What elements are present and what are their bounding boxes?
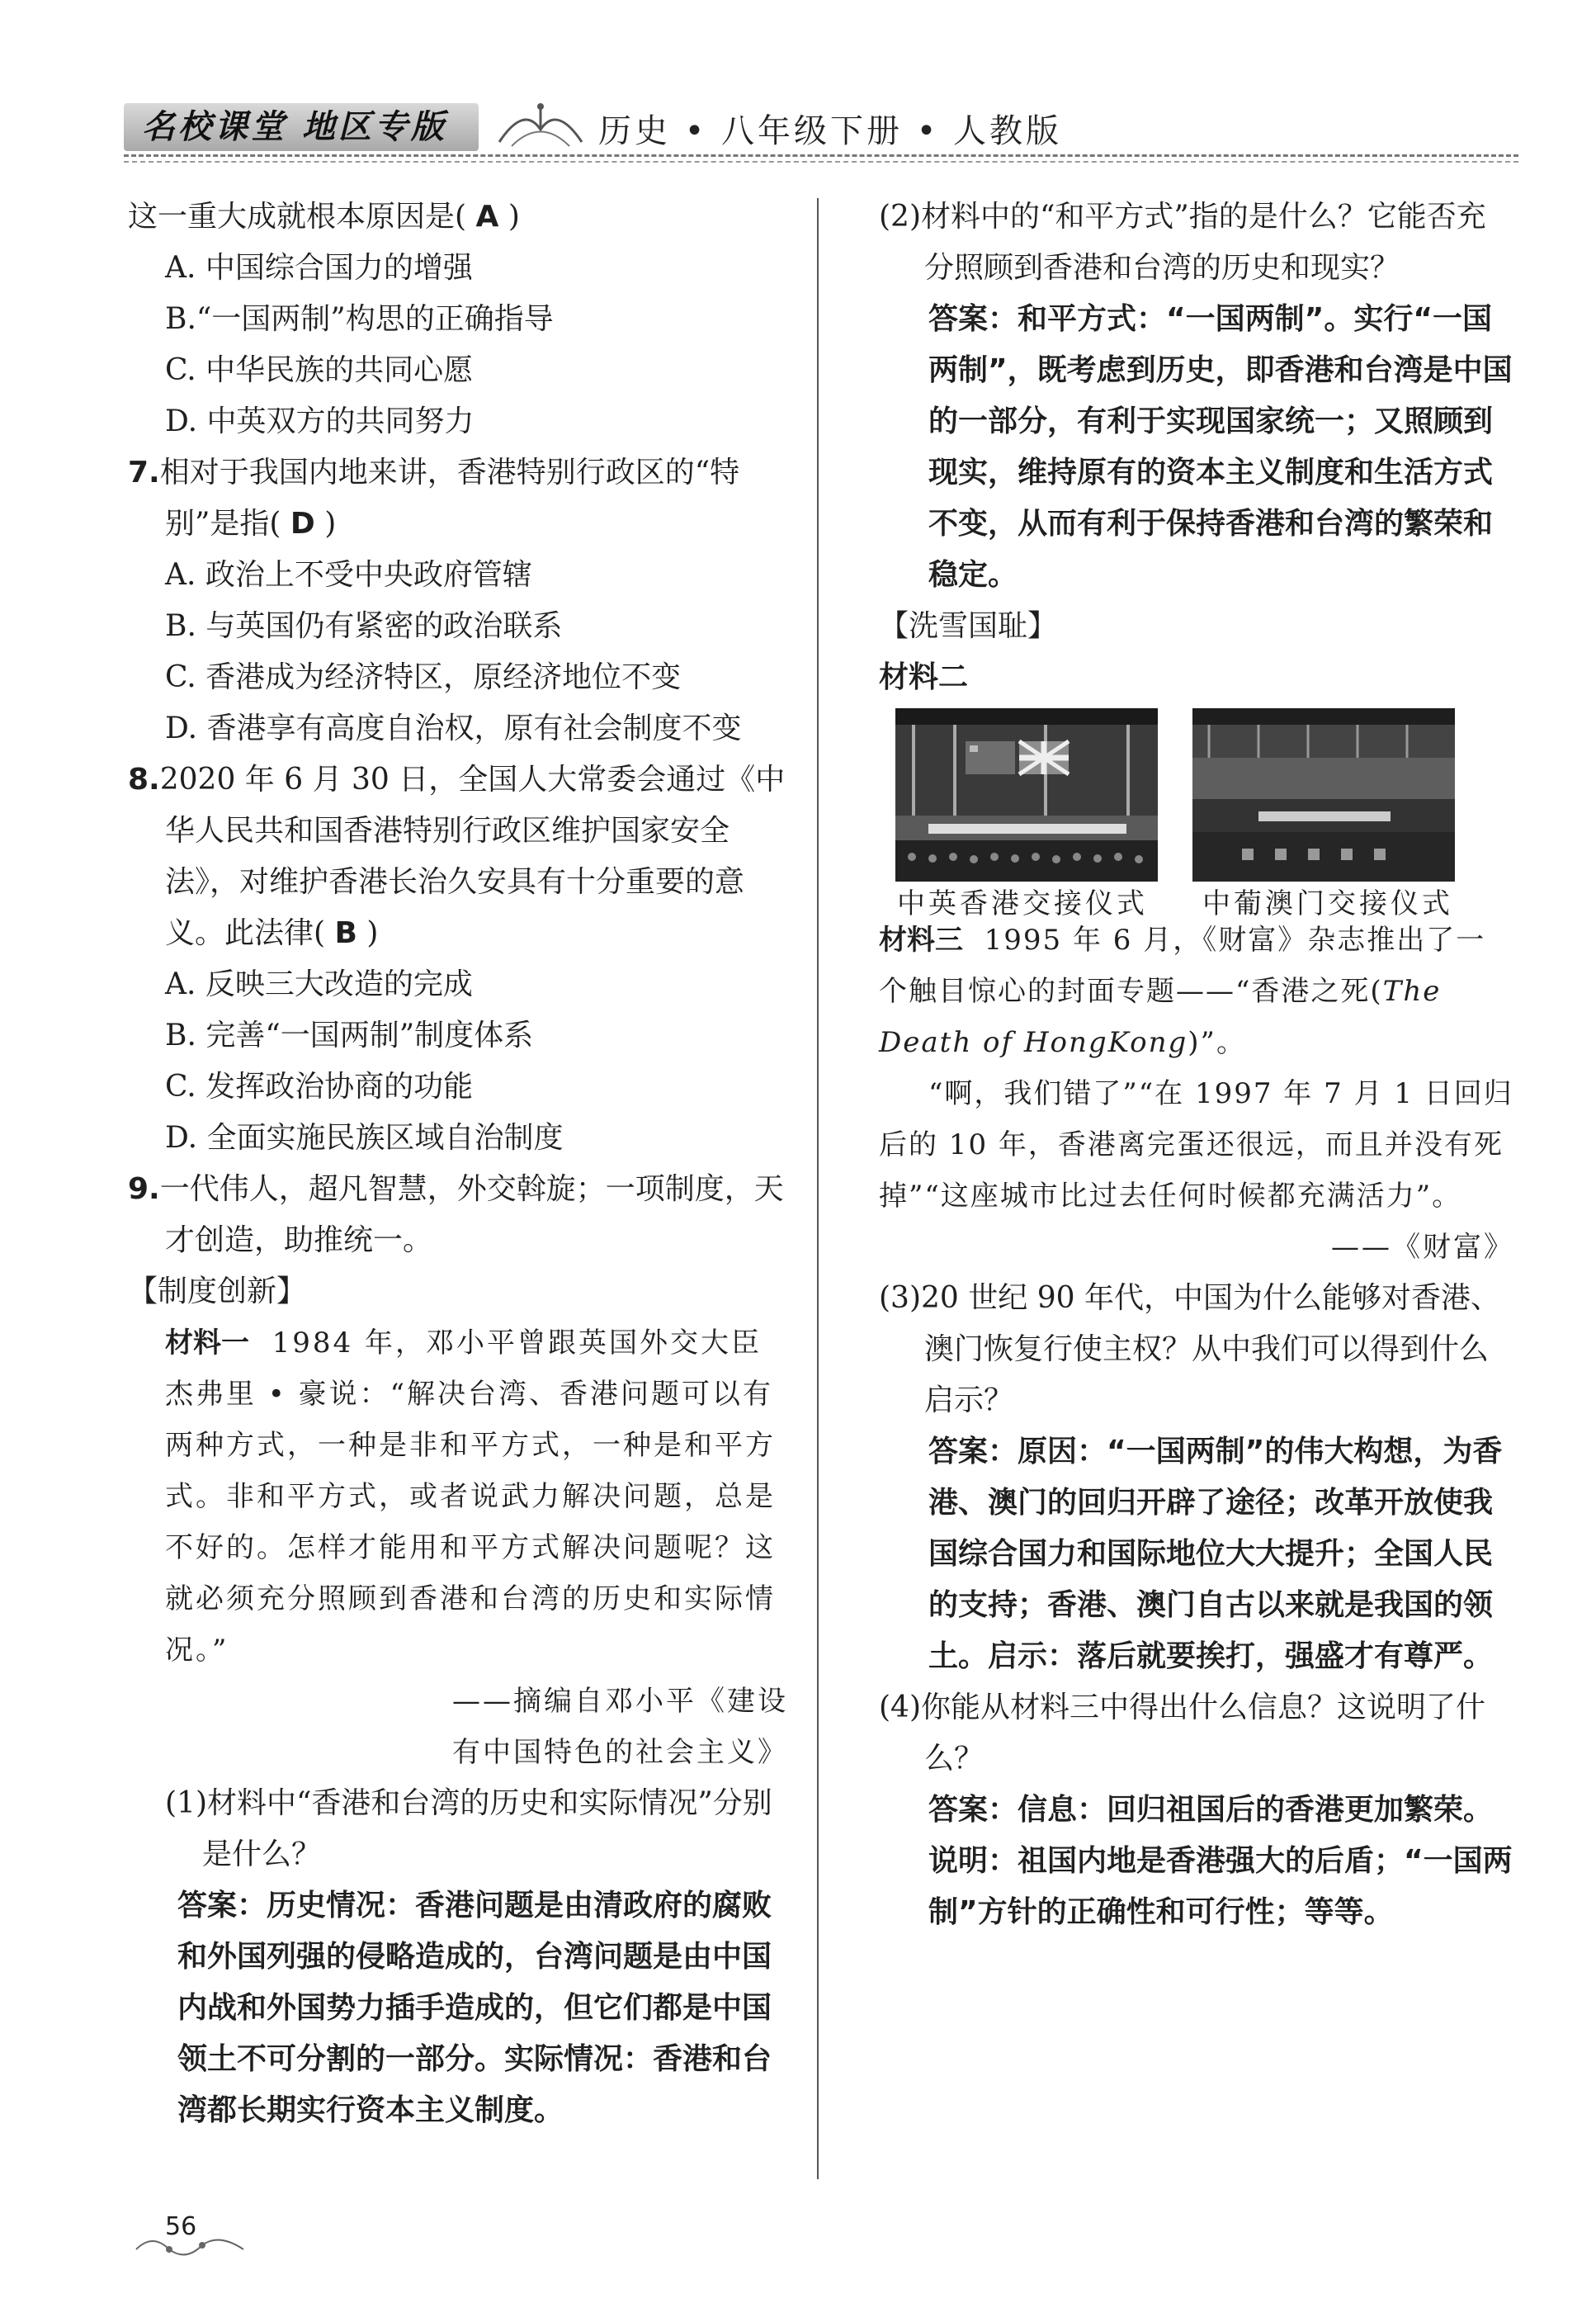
option: C. 中华民族的共同心愿 [165,353,474,387]
question-9-stem: 9.一代伟人，超凡智慧，外交斡旋；一项制度，天才创造，助推统一。 [128,1172,784,1257]
page-number: 56 [165,2212,197,2241]
option: A. 中国综合国力的增强 [165,251,473,285]
option: A. 政治上不受中央政府管辖 [165,558,532,592]
sub-question-2: (2)材料中的“和平方式”指的是什么？它能否充分照顾到香港和台湾的历史和现实？ [879,200,1486,285]
material-3-source: ——《财富》 [1331,1231,1514,1264]
section-heading: 【制度创新】 [128,1274,307,1308]
option: D. 全面实施民族区域自治制度 [165,1121,564,1155]
option: C. 发挥政治协商的功能 [165,1070,474,1104]
option: D. 香港享有高度自治权，原有社会制度不变 [165,712,742,745]
ornament-icon [491,97,590,154]
hong-kong-handover-photo [895,708,1158,882]
question-8-answer: B [334,916,357,950]
sub-question-1: (1)材料中“香港和台湾的历史和实际情况”分别是什么？ [165,1786,772,1871]
section-heading: 【洗雪国耻】 [879,609,1058,643]
subject-title: 历史 • 八年级下册 • 人教版 [598,112,1063,150]
photo-row [879,708,1514,920]
header-rule-secondary [124,161,1518,163]
sub-question-3: (3)20 世纪 90 年代，中国为什么能够对香港、澳门恢复行使主权？从中我们可以得到什么启示？ [879,1281,1500,1417]
brand-title: 名校课堂 地区专版 [142,108,447,146]
material-1: 材料一 1984 年，邓小平曾跟英国外交大臣杰弗里 • 豪说：“解决台湾、香港问题可以有两种方式，一种是非和平方式，一种是和平方式。非和平方式，或者说武力解决问题，总是不好的。怎样才能用和平方式解决问题呢？这就必须充分照顾到香港和台湾的历史和实际情况。” [165,1327,776,1667]
sub-question-4: (4)你能从材料三中得出什么信息？这说明了什么？ [879,1691,1485,1776]
page-header [124,87,1518,165]
brand-banner [124,103,479,151]
material-1-source: 有中国特色的社会主义》 [452,1736,788,1769]
left-column [128,192,788,2136]
answer-3: 答案：原因：“一国两制”的伟大构想，为香港、澳门的回归开辟了途径；改革开放使我国综合国力和国际地位大大提升；全国人民的支持；香港、澳门自古以来就是我国的领土。启示：落后就要挨打，强盛才有尊严。 [928,1435,1503,1673]
option: B. 与英国仍有紧密的政治联系 [165,609,563,643]
answer-2: 答案：和平方式：“一国两制”。实行“一国两制”，既考虑到历史，即香港和台湾是中国的一部分，有利于实现国家统一；又照顾到现实，维持原有的资本主义制度和生活方式不变，从而有利于保持香港和台湾的繁荣和稳定。 [928,302,1513,592]
option: A. 反映三大改造的完成 [165,967,473,1001]
option: C. 香港成为经济特区，原经济地位不变 [165,660,682,694]
question-6-answer: A [475,200,499,234]
answer-4: 答案：信息：回归祖国后的香港更加繁荣。说明：祖国内地是香港强大的后盾；“一国两制”方针的正确性和可行性；等等。 [928,1793,1513,1929]
material-1-source: ——摘编自邓小平《建设 [452,1685,788,1718]
question-8-stem: 8.2020 年 6 月 30 日，全国人大常委会通过《中华人民共和国香港特别行政区维护国家安全法》，对维护香港长治久安具有十分重要的意义。此法律( B ) [128,763,786,950]
photo-caption: 中英香港交接仪式 [897,887,1148,920]
material-3-quote: “啊，我们错了”“在 1997 年 7 月 1 日回归后的 10 年，香港离完蛋还很远，而且并没有死掉”“这座城市比过去任何时候都充满活力”。 [879,1077,1513,1213]
question-7-answer: D [290,507,315,541]
option: D. 中英双方的共同努力 [165,404,475,438]
material-3: 材料三 1995 年 6 月，《财富》杂志推出了一个触目惊心的封面专题——“香港之死(The Death of HongKong)”。 [879,924,1486,1059]
column-divider [817,198,819,2179]
material-2-label: 材料二 [879,660,969,694]
header-rule [124,154,1518,157]
photo-caption: 中葡澳门交接仪式 [1202,887,1453,920]
macau-handover-photo [1192,708,1455,882]
option: B. 完善“一国两制”制度体系 [165,1019,534,1052]
question-6-stem: 这一重大成就根本原因是( A ) [128,200,520,234]
question-7-stem: 7.相对于我国内地来讲，香港特别行政区的“特别”是指( D ) [128,456,740,541]
answer-1: 答案：历史情况：香港问题是由清政府的腐败和外国列强的侵略造成的，台湾问题是由中国内战和外国势力插手造成的，但它们都是中国领土不可分割的一部分。实际情况：香港和台湾都长期实行资本主义制度。 [177,1889,772,2127]
right-column [879,192,1514,1938]
option: B.“一国两制”构思的正确指导 [165,302,554,336]
